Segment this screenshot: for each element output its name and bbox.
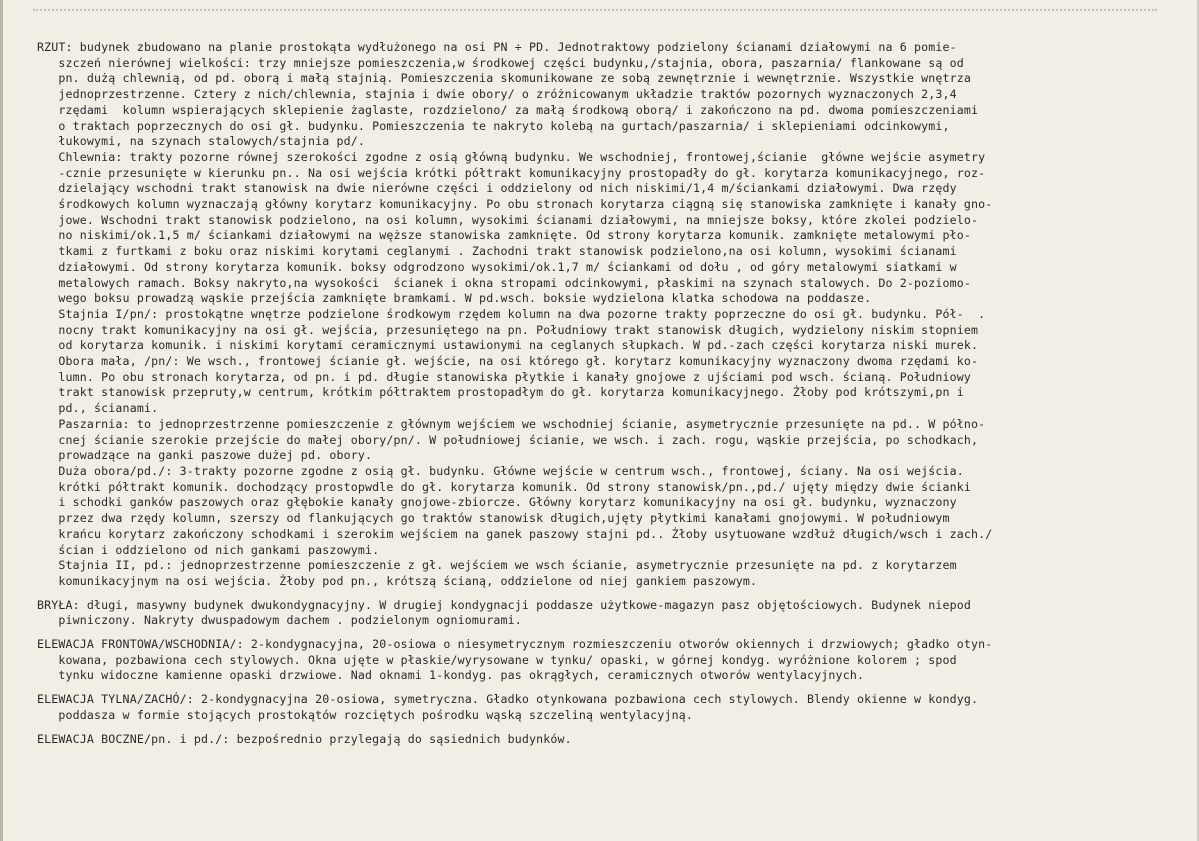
paragraph: [37, 150, 1177, 307]
text-line: środkowych kolumn wyznaczają główny korytarz komunikacyjny. Po obu stronach korytarza ciągną się stanowiska zamknięte i kanały gno-: [37, 197, 993, 212]
text-line: no niskimi/ok.1,5 m/ ściankami działowymi na węższe stanowiska zamknięte. Od strony korytarza komunik. zamknięte metalowymi pło-: [37, 228, 972, 243]
text-line: tkami z furtkami z boku oraz niskimi korytami ceglanymi . Zachodni trakt stanowisk podzielono,na osi kolumn, wysokimi ścianami: [37, 244, 957, 259]
text-line: Stajnia I/pn/: prostokątne wnętrze podzielone środkowym rzędem kolumn na dwa pozorne trakty poprzeczne do osi gł. budynku. Pół- .: [37, 306, 986, 321]
paragraph: [37, 732, 1177, 748]
paragraph: [37, 417, 1177, 464]
text-line: pd., ścianami.: [37, 401, 159, 416]
text-line: BRYŁA: długi, masywny budynek dwukondygnacyjny. W drugiej kondygnacji poddasze użytkowe-magazyn pasz objętościowych. Budynek niepod: [37, 597, 972, 612]
text-line: prowadzące na ganki paszowe dużej pd. obory.: [37, 448, 373, 463]
text-line: jednoprzestrzenne. Cztery z nich/chlewnia, stajnia i dwie obory/ o zróżnicowanym układzie traktów pozornych wyznaczonych 2,3,4: [37, 87, 957, 102]
text-line: szczeń nierównej wielkości: trzy mniejsze pomieszczenia,w środkowej części budynku,/stajnia, obora, paszarnia/ flankowane są od: [37, 55, 964, 70]
text-line: piwniczony. Nakryty dwuspadowym dachem . podzielonym ogniomurami.: [37, 613, 522, 628]
text-line: i schodki ganków paszowych oraz głębokie kanały gnojowe-zbiorcze. Główny korytarz komunikacyjny na osi gł. budynku, wyznaczony: [37, 495, 957, 510]
text-line: metalowych ramach. Boksy nakryto,na wysokości ścianek i okna stropami odcinkowymi, płaskimi na szynach stalowych. Do 2-poziomo-: [37, 275, 972, 290]
text-line: Obora mała, /pn/: We wsch., frontowej ścianie gł. wejście, na osi którego gł. korytarz komunikacyjny wyznaczony dwoma rzędami ko-: [37, 354, 979, 369]
text-line: ścian i oddzielono od nich gankami paszowymi.: [37, 542, 380, 557]
text-line: Duża obora/pd./: 3-trakty pozorne zgodne z osią gł. budynku. Główne wejście w centrum wsch., frontowej, ściany. Na osi wejścia.: [37, 463, 964, 478]
document-body: [37, 40, 1177, 747]
text-line: nocny trakt komunikacyjny na osi gł. wejścia, przesuniętego na pn. Południowy trakt stanowisk długich, wydzielony niskim stopniem: [37, 322, 979, 337]
text-line: o traktach poprzecznych do osi gł. budynku. Pomieszczenia te nakryto kolebą na gurtach/paszarnia/ i sklepieniami odcinkowymi,: [37, 118, 950, 133]
text-line: Stajnia II, pd.: jednoprzestrzenne pomieszczenie z gł. wejściem we wsch ścianie, asymetrycznie przesunięte na pd. z korytarzem: [37, 558, 957, 573]
text-line: RZUT: budynek zbudowano na planie prostokąta wydłużonego na osi PN ÷ PD. Jednotraktowy podzielony ścianami działowymi na 6 pomie-: [37, 40, 957, 54]
text-line: krótki półtrakt komunik. dochodzący prostopwdle do gł. korytarza komunik. Od strony stanowisk/pn.,pd./ ujęty między dwie ścianki: [37, 479, 972, 494]
text-line: ELEWACJA TYLNA/ZACHÓ/: 2-kondygnacyjna 20-osiowa, symetryczna. Gładko otynkowana pozbawiona cech stylowych. Blendy okienne w kondyg.: [37, 692, 979, 707]
text-line: poddasza w formie stojących prostokątów rozciętych pośrodku wąską szczeliną wentylacyjną.: [37, 707, 693, 722]
text-line: trakt stanowisk przepruty,w centrum, krótkim półtraktem prostopadłym do gł. korytarza komunikacyjnego. Żłoby pod krótszymi,pn i: [37, 385, 964, 400]
text-line: pn. dużą chlewnią, od pd. oborą i małą stajnią. Pomieszczenia skomunikowane ze sobą zewnętrznie i wewnętrznie. Wszystkie wnętrza: [37, 71, 972, 86]
paragraph: [37, 598, 1177, 629]
text-line: tynku widoczne kamienne opaski drzwiowe. Nad oknami 1-kondyg. pas okrągłych, ceramicznych otworów wentylacyjnych.: [37, 668, 865, 683]
paragraph: [37, 464, 1177, 558]
text-line: Paszarnia: to jednoprzestrzenne pomieszczenie z głównym wejściem we wschodniej ścianie, asymetrycznie przesunięte na pd.. W półno-: [37, 416, 986, 431]
text-line: działowymi. Od strony korytarza komunik. boksy odgrodzono wysokimi/ok.1,7 m/ ściankami od dołu , od góry metalowymi siatkami w: [37, 259, 957, 274]
text-line: krańcu korytarz zakończony schodkami i szerokim wejściem na ganek paszowy stajni pd.. Żłoby usytuowane wzdłuż długich/wsch i zach./: [37, 526, 993, 541]
paragraph: [37, 307, 1177, 354]
text-line: ELEWACJA FRONTOWA/WSCHODNIA/: 2-kondygnacyjna, 20-osiowa o niesymetrycznym rozmieszczeniu otworów okiennych i drzwiowych; gładko otyn-: [37, 637, 993, 652]
text-line: wego boksu prowadzą wąskie przejścia zamknięte bramkami. W pd.wsch. boksie wydzielona klatka schodowa na poddasze.: [37, 291, 872, 306]
paragraph: [37, 354, 1177, 417]
text-line: Chlewnia: trakty pozorne równej szerokości zgodne z osią główną budynku. We wschodniej, frontowej,ścianie główne wejście asymetry: [37, 149, 986, 164]
paragraph: [37, 40, 1177, 150]
text-line: przez dwa rzędy kolumn, szerszy od flankujących go traktów stanowisk długich,ujęty płytkimi kanałami gnojowymi. W południowym: [37, 511, 950, 526]
paragraph: [37, 692, 1177, 723]
text-line: jowe. Wschodni trakt stanowisk podzielono, na osi kolumn, wysokimi ścianami działowymi, na mniejsze boksy, które zkolei podzielo-: [37, 212, 979, 227]
paragraph: [37, 637, 1177, 684]
text-line: ELEWACJA BOCZNE/pn. i pd./: bezpośrednio przylegają do sąsiednich budynków.: [37, 731, 572, 746]
text-line: rzędami kolumn wspierających sklepienie żaglaste, rozdzielono/ za małą środkową oborą/ i zakończono na pd. dwoma pomieszczeniami: [37, 102, 979, 117]
text-line: łukowymi, na szynach stalowych/stajnia pd/.: [37, 134, 365, 149]
text-line: cnej ścianie szerokie przejście do małej obory/pn/. W południowej ścianie, we wsch. i zach. rogu, wąskie przejścia, po schodkach,: [37, 432, 979, 447]
paragraph: [37, 558, 1177, 589]
text-line: lumn. Po obu stronach korytarza, od pn. i pd. długie stanowiska płytkie i kanały gnojowe z ujściami pod wsch. ścianą. Południowy: [37, 369, 972, 384]
text-line: kowana, pozbawiona cech stylowych. Okna ujęte w płaskie/wyrysowane w tynku/ opaski, w górnej kondyg. wyróżnione kolorem ; spod: [37, 652, 957, 667]
faded-header-line: [33, 9, 1157, 15]
text-line: -cznie przesunięte w kierunku pn.. Na osi wejścia krótki półtrakt komunikacyjny prostopadły do gł. korytarza komunikacyjnego, roz-: [37, 165, 986, 180]
text-line: komunikacyjnym na osi wejścia. Żłoby pod pn., krótszą ścianą, oddzielone od niej gankiem paszowym.: [37, 573, 758, 588]
text-line: od korytarza komunik. i niskimi korytami ceramicznymi ustawionymi na ceglanych słupkach. W pd.-zach części korytarza niski murek.: [37, 338, 979, 353]
text-line: dzielający wschodni trakt stanowisk na dwie nierówne części i oddzielony od nich niskimi/1,4 m/ściankami działowymi. Dwa rzędy: [37, 181, 957, 196]
